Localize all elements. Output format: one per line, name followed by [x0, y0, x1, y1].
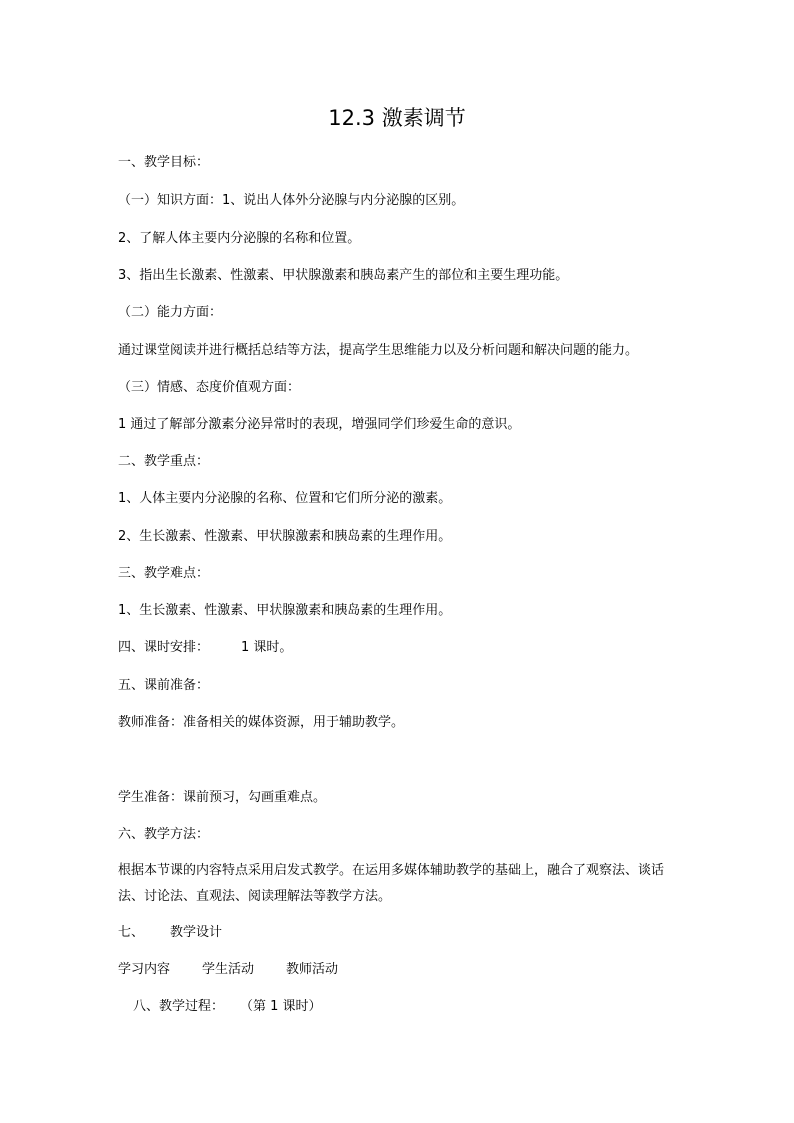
methods-text: 根据本节课的内容特点采用启发式教学。在运用多媒体辅助教学的基础上，融合了观察法、谈话法、讨论法、直观法、阅读理解法等教学方法。 [118, 863, 665, 904]
design-value: 教学设计 [170, 925, 223, 940]
section-key-points-heading: 二、教学重点： [118, 454, 210, 469]
design-line [118, 923, 222, 943]
process-label: 八、教学过程： [133, 999, 225, 1014]
attitude-text: 1 通过了解部分激素分泌异常时的表现，增强同学们珍爱生命的意识。 [118, 417, 521, 432]
section-methods-heading: 六、教学方法： [118, 827, 210, 842]
ability-text: 通过课堂阅读并进行概括总结等方法，提高学生思维能力以及分析问题和解决问题的能力。 [118, 343, 639, 358]
knowledge-objective-2: 2、了解人体主要内分泌腺的名称和位置。 [118, 231, 361, 246]
key-point-2: 2、生长激素、性激素、甲状腺激素和胰岛素的生理作用。 [118, 529, 452, 544]
section-preparation-heading: 五、课前准备： [118, 678, 210, 693]
design-column-student: 学生活动 [202, 962, 255, 977]
knowledge-objective-3: 3、指出生长激素、性激素、甲状腺激素和胰岛素产生的部位和主要生理功能。 [118, 268, 569, 283]
schedule-value: 1 课时。 [241, 640, 293, 655]
process-value: （第 1 课时） [240, 999, 322, 1014]
design-columns [118, 960, 338, 980]
ability-heading: （二）能力方面： [118, 305, 223, 320]
teacher-preparation: 教师准备：准备相关的媒体资源，用于辅助教学。 [118, 715, 405, 730]
design-column-content: 学习内容 [118, 962, 171, 977]
knowledge-objective-1: （一）知识方面：1、说出人体外分泌腺与内分泌腺的区别。 [118, 193, 465, 208]
difficulty-1: 1、生长激素、性激素、甲状腺激素和胰岛素的生理作用。 [118, 603, 452, 618]
attitude-heading: （三）情感、态度价值观方面： [118, 380, 301, 395]
design-label: 七、 [118, 925, 145, 940]
key-point-1: 1、人体主要内分泌腺的名称、位置和它们所分泌的激素。 [118, 491, 452, 506]
schedule-line [118, 638, 292, 658]
section-objectives-heading: 一、教学目标： [118, 155, 210, 170]
process-line [133, 997, 322, 1017]
student-preparation: 学生准备：课前预习，勾画重难点。 [118, 790, 327, 805]
schedule-label: 四、课时安排： [118, 640, 210, 655]
design-column-teacher: 教师活动 [286, 962, 339, 977]
document-title: 12.3 激素调节 [328, 106, 466, 130]
section-difficulties-heading: 三、教学难点： [118, 566, 210, 581]
